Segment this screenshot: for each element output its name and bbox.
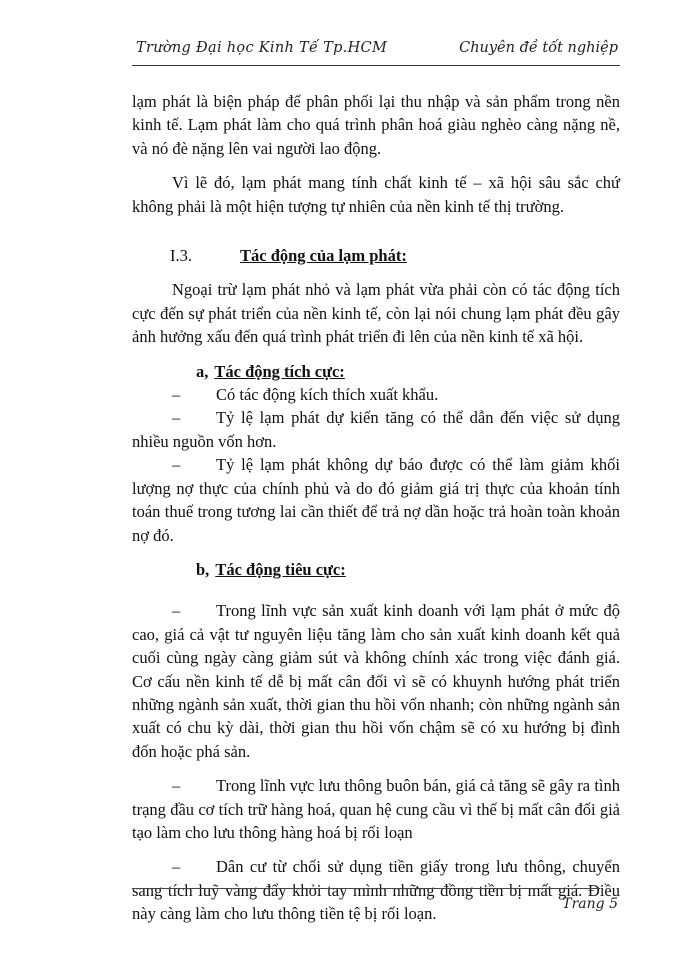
dash-bullet: –	[172, 776, 181, 796]
dash-bullet: –	[172, 385, 181, 405]
list-item	[132, 383, 620, 406]
header-document-type: Chuyên đề tốt nghiệp	[459, 40, 618, 56]
page-header	[132, 38, 620, 64]
subsection-label: a,	[196, 361, 209, 381]
list-item-text: Trong lĩnh vực lưu thông buôn bán, giá cả tăng sẽ gây ra tình trạng đầu cơ tích trữ hàng hoá, quan hệ cung cầu vì thế bị mất cân đối giả tạo làm cho lưu thông hàng hoá bị rối loạn	[132, 776, 620, 842]
list-item	[132, 453, 620, 547]
paragraph-intro-2: Vì lẽ đó, lạm phát mang tính chất kinh tế – xã hội sâu sắc chứ không phải là một hiện tượng tự nhiên của nền kinh tế thị trường.	[132, 173, 620, 216]
list-item	[132, 774, 620, 844]
list-item	[132, 599, 620, 763]
page-number: Trang 5	[562, 896, 618, 912]
list-item-text: Trong lĩnh vực sản xuất kinh doanh với lạm phát ở mức độ cao, giá cả vật tư nguyên liệu tăng làm cho sản xuất kinh doanh kết quả cuối cùng ngày càng giảm sút và không chính xác trong việc đánh giá. Cơ cấu nền kinh tế dễ bị mất cân đối vì sẽ có khuynh hướng phát triển những ngành sản xuất, thời gian thu hồi vốn nhanh; còn những ngành sản xuất có chu kỳ dài, thời gian thu hồi vốn chậm sẽ có xu hướng bị đình đốn hoặc phá sản.	[132, 601, 620, 761]
dash-bullet: –	[172, 455, 181, 475]
section-number: I.3.	[170, 246, 192, 266]
dash-bullet: –	[172, 857, 181, 877]
section-title: Tác động của lạm phát:	[240, 246, 407, 266]
list-item-text: Tỷ lệ lạm phát dự kiến tăng có thể dẫn đến việc sử dụng nhiều nguồn vốn hơn.	[132, 408, 620, 451]
subsection-title: Tác động tiêu cực:	[215, 559, 346, 579]
dash-bullet: –	[172, 408, 181, 428]
header-school-name: Trường Đại học Kinh Tế Tp.HCM	[136, 40, 388, 56]
page-body	[132, 90, 620, 926]
subsection-label: b,	[196, 559, 210, 579]
subsection-heading-negative	[132, 558, 620, 581]
list-item	[132, 855, 620, 925]
subsection-heading-positive	[132, 360, 620, 383]
list-item	[132, 406, 620, 453]
section-heading	[132, 244, 620, 267]
footer-divider	[132, 888, 600, 889]
dash-bullet: –	[172, 601, 181, 621]
header-divider	[132, 65, 620, 66]
paragraph-intro-1: lạm phát là biện pháp để phân phối lại thu nhập và sản phẩm trong nền kinh tế. Lạm phát làm cho quá trình phân hoá giàu nghèo càng nặng nề, và nó đè nặng lên vai người lao động.	[132, 92, 620, 158]
subsection-title: Tác động tích cực:	[214, 361, 345, 381]
list-item-text: Tỷ lệ lạm phát không dự báo được có thể làm giảm khối lượng nợ thực của chính phủ và do đó giảm giá trị thực của khoản tính toán thuế trong tương lai cần thiết để trả nợ dần hoặc trả hoàn toàn khoản nợ đó.	[132, 455, 620, 545]
list-item-text: Dân cư từ chối sử dụng tiền giấy trong lưu thông, chuyển sang tích luỹ vàng đẩy khỏi tay mình những đồng tiền bị mất giá. Điều này càng làm cho lưu thông tiền tệ bị rối loạn.	[132, 857, 620, 924]
list-item-text: Có tác động kích thích xuất khẩu.	[216, 385, 439, 405]
section-intro-paragraph: Ngoại trừ lạm phát nhỏ và lạm phát vừa phải còn có tác động tích cực đến sự phát triển của nền kinh tế, còn lại nói chung lạm phát đều gây ảnh hưởng xấu đến quá trình phát triển đi lên của nền kinh tế xã hội.	[132, 280, 620, 347]
